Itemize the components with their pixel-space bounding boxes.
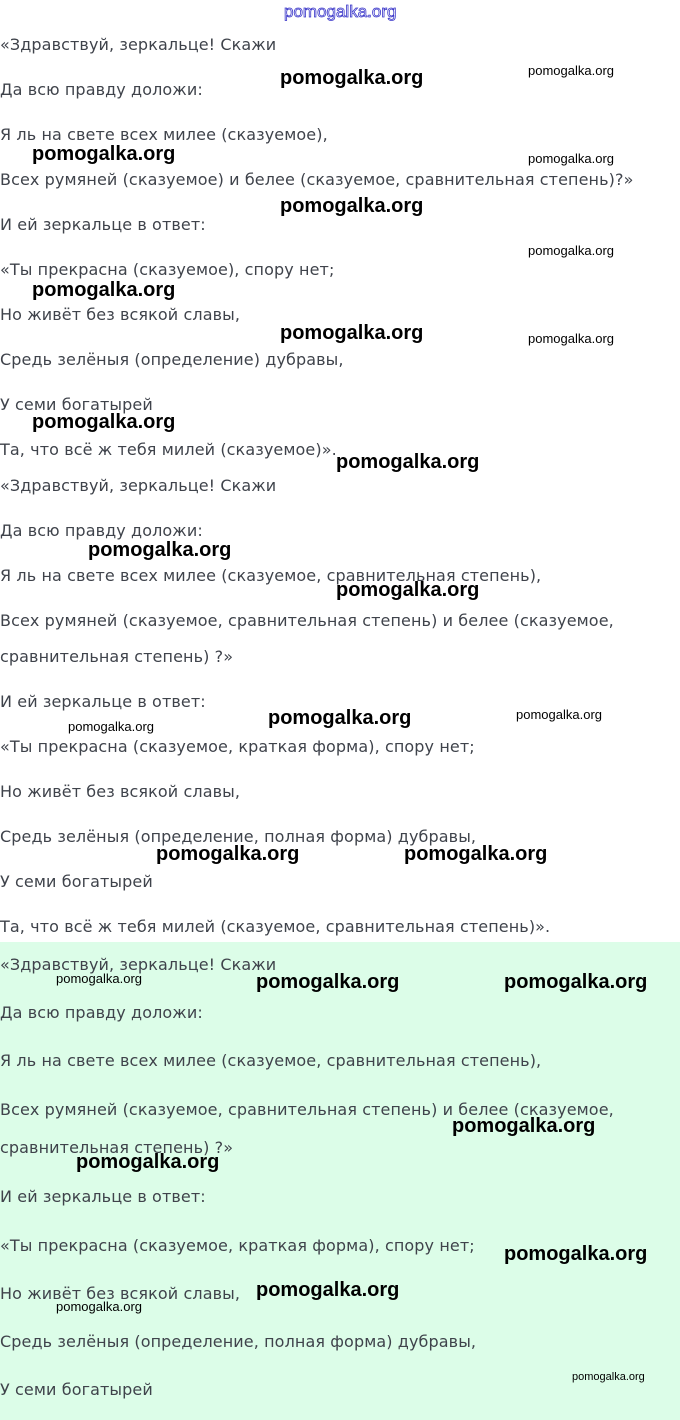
watermark: pomogalka.org bbox=[56, 971, 142, 986]
watermark: pomogalka.org bbox=[504, 971, 648, 993]
watermark: pomogalka.org bbox=[256, 971, 400, 993]
watermark: pomogalka.org bbox=[336, 579, 480, 601]
watermark: pomogalka.org bbox=[516, 707, 602, 722]
watermark: pomogalka.org bbox=[268, 707, 412, 729]
poem-line: Я ль на свете всех милее (сказуемое, сравнительная степень), bbox=[0, 566, 542, 585]
poem-line: Я ль на свете всех милее (сказуемое), bbox=[0, 125, 328, 144]
watermark: pomogalka.org bbox=[528, 63, 614, 78]
poem-line: У семи богатырей bbox=[0, 872, 153, 891]
site-link[interactable]: pomogalka.org bbox=[284, 2, 397, 21]
poem-line: сравнительная степень) ?» bbox=[0, 1138, 234, 1157]
poem-line: Всех румяней (сказуемое, сравнительная степень) и белее (сказуемое, bbox=[0, 611, 614, 630]
poem-line: Средь зелёныя (определение, полная форма) дубравы, bbox=[0, 827, 477, 846]
poem-line: Да всю правду доложи: bbox=[0, 1003, 203, 1022]
poem-line: Да всю правду доложи: bbox=[0, 80, 203, 99]
poem-line: «Здравствуй, зеркальце! Скажи bbox=[0, 476, 277, 495]
watermark: pomogalka.org bbox=[32, 279, 176, 301]
poem-line: Но живёт без всякой славы, bbox=[0, 1284, 241, 1303]
poem-line: Та, что всё ж тебя милей (сказуемое)». bbox=[0, 440, 337, 459]
poem-line: Но живёт без всякой славы, bbox=[0, 305, 241, 324]
poem-line: сравнительная степень) ?» bbox=[0, 647, 234, 666]
watermark: pomogalka.org bbox=[528, 331, 614, 346]
poem-line: Я ль на свете всех милее (сказуемое, сравнительная степень), bbox=[0, 1051, 542, 1070]
watermark: pomogalka.org bbox=[504, 1243, 648, 1265]
poem-line: Средь зелёныя (определение, полная форма) дубравы, bbox=[0, 1332, 477, 1351]
poem-line: Средь зелёныя (определение) дубравы, bbox=[0, 350, 344, 369]
watermark: pomogalka.org bbox=[32, 143, 176, 165]
poem-line: «Ты прекрасна (сказуемое), спору нет; bbox=[0, 260, 335, 279]
poem-line: У семи богатырей bbox=[0, 395, 153, 414]
watermark: pomogalka.org bbox=[336, 451, 480, 473]
poem-line: Та, что всё ж тебя милей (сказуемое, сравнительная степень)». bbox=[0, 917, 551, 936]
watermark: pomogalka.org bbox=[280, 195, 424, 217]
poem-line: И ей зеркальце в ответ: bbox=[0, 1187, 206, 1206]
watermark: pomogalka.org bbox=[156, 843, 300, 865]
poem-line: У семи богатырей bbox=[0, 1380, 153, 1399]
watermark: pomogalka.org bbox=[572, 1371, 645, 1383]
poem-line: И ей зеркальце в ответ: bbox=[0, 215, 206, 234]
poem-line: Всех румяней (сказуемое, сравнительная степень) и белее (сказуемое, bbox=[0, 1100, 614, 1119]
watermark: pomogalka.org bbox=[56, 1299, 142, 1314]
poem-line: Всех румяней (сказуемое) и белее (сказуемое, сравнительная степень)?» bbox=[0, 170, 634, 189]
watermark: pomogalka.org bbox=[76, 1151, 220, 1173]
watermark: pomogalka.org bbox=[452, 1115, 596, 1137]
watermark: pomogalka.org bbox=[280, 322, 424, 344]
poem-line: «Здравствуй, зеркальце! Скажи bbox=[0, 955, 277, 974]
poem-line: «Ты прекрасна (сказуемое, краткая форма), спору нет; bbox=[0, 737, 475, 756]
poem-line: И ей зеркальце в ответ: bbox=[0, 692, 206, 711]
poem-line: «Здравствуй, зеркальце! Скажи bbox=[0, 35, 277, 54]
watermark: pomogalka.org bbox=[280, 67, 424, 89]
watermark: pomogalka.org bbox=[68, 719, 154, 734]
watermark: pomogalka.org bbox=[528, 243, 614, 258]
watermark: pomogalka.org bbox=[32, 411, 176, 433]
poem-line: Да всю правду доложи: bbox=[0, 521, 203, 540]
poem-line: «Ты прекрасна (сказуемое, краткая форма), спору нет; bbox=[0, 1236, 475, 1255]
watermark: pomogalka.org bbox=[256, 1279, 400, 1301]
watermark: pomogalka.org bbox=[528, 151, 614, 166]
poem-line: Но живёт без всякой славы, bbox=[0, 782, 241, 801]
watermark: pomogalka.org bbox=[404, 843, 548, 865]
watermark: pomogalka.org bbox=[88, 539, 232, 561]
